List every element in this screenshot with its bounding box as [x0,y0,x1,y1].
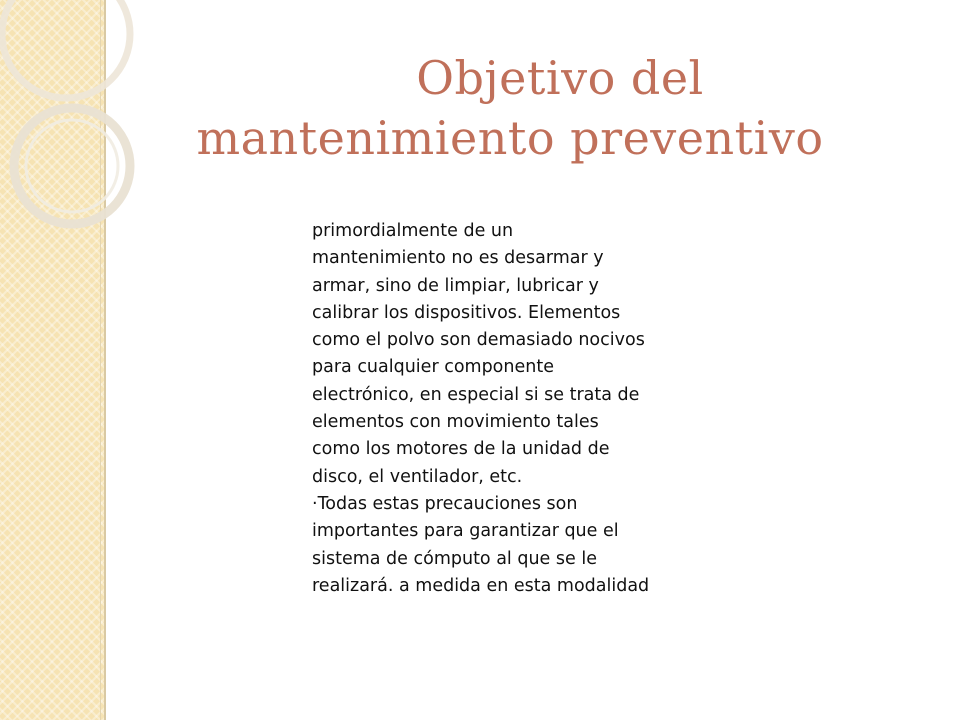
slide-title-line-2: mantenimiento preventivo [196,111,824,165]
body-paragraph-1: primordialmente de un mantenimiento no es desarmar y armar, sino de limpiar, lubricar y calibrar los dispositivos. Elementos como el polvo son demasiado nocivos para cualquier componente electrónico, en especial si se trata de elementos con movimiento tales como los motores de la unidad de disco, el ventilador, etc. [312,221,645,487]
slide-body-text [312,218,652,600]
slide-title-line-1: Objetivo del [416,51,704,105]
slide-title [110,48,930,168]
body-paragraph-2: ·Todas estas precauciones son importantes para garantizar que el sistema de cómputo al que se le realizará. a medida en esta modalidad [312,493,650,596]
decorative-ring-middle-inner [26,120,118,212]
